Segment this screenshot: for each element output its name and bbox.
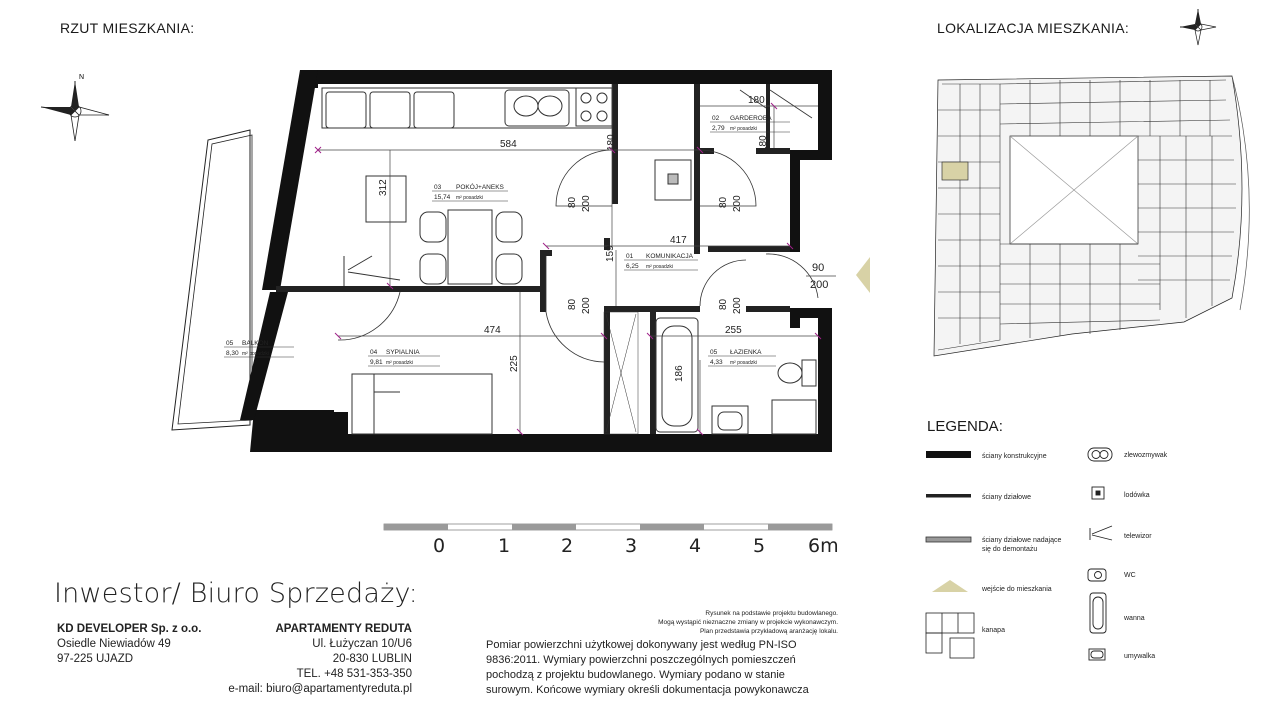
svg-text:04: 04 <box>370 349 378 356</box>
scale-tick: 6m <box>808 535 839 557</box>
svg-text:GARDEROBA: GARDEROBA <box>730 115 772 122</box>
svg-text:01: 01 <box>626 253 634 260</box>
company-address-1: Osiedle Niewiadów 49 <box>57 638 171 650</box>
fridge-icon <box>1092 487 1104 499</box>
svg-text:m² posadzki: m² posadzki <box>386 360 413 366</box>
office-street: Ul. Łużyczan 10/U6 <box>312 638 412 650</box>
svg-text:SYPIALNIA: SYPIALNIA <box>386 349 420 356</box>
svg-text:6,25: 6,25 <box>626 263 639 270</box>
scale-tick: 2 <box>561 535 574 557</box>
door-width-2: 80 <box>718 196 729 208</box>
dim-417: 417 <box>670 235 687 246</box>
sink-icon <box>505 90 569 126</box>
svg-text:8,30: 8,30 <box>226 350 239 357</box>
svg-text:02: 02 <box>712 115 720 122</box>
dimension-labels <box>378 95 828 382</box>
dim-186: 186 <box>674 365 685 382</box>
sink-icon <box>1088 448 1112 461</box>
svg-text:m² posadzki: m² posadzki <box>730 126 757 132</box>
legend-label-gray-wall-2: się do demontażu <box>982 546 1038 553</box>
scale-tick: 1 <box>498 535 511 557</box>
svg-text:15,74: 15,74 <box>434 194 451 201</box>
shower-unit <box>772 400 816 434</box>
measurement-note-line-2: 9836:2011. Wymiary powierzchni poszczególnych pomieszczeń <box>486 654 796 666</box>
sales-office-block <box>190 622 412 697</box>
washbasin-icon <box>712 406 748 434</box>
legend-title: LEGENDA: <box>927 418 1003 435</box>
legend-label-tv: telewizor <box>1124 533 1152 540</box>
svg-text:m² posadzki: m² posadzki <box>730 360 757 366</box>
door-width-1: 80 <box>567 196 578 208</box>
svg-text:05: 05 <box>226 340 234 347</box>
compass-rose-small-icon <box>1180 9 1216 45</box>
bathtub-icon <box>1090 593 1106 633</box>
svg-text:ŁAZIENKA: ŁAZIENKA <box>730 349 762 356</box>
door-height-3: 200 <box>581 297 592 314</box>
scale-tick: 5 <box>753 535 766 557</box>
legend-label-wc: WC <box>1124 572 1136 579</box>
dim-255: 255 <box>725 325 742 336</box>
measurement-note-line-1: Pomiar powierzchni użytkowej dokonywany jest według PN-ISO <box>486 639 797 651</box>
disclaimer-line-1: Rysunek na podstawie projektu budowlanego. <box>705 610 838 617</box>
thin-wall-line <box>926 494 971 498</box>
legend-label-sink: zlewozmywak <box>1124 452 1168 459</box>
plan-title: RZUT MIESZKANIA: <box>60 20 195 36</box>
wc-icon <box>1088 569 1106 581</box>
office-email[interactable]: e-mail: biuro@apartamentyreduta.pl <box>228 683 412 695</box>
legend-label-fridge: lodówka <box>1124 492 1150 499</box>
dim-225: 225 <box>509 355 520 372</box>
disclaimer-line-2: Mogą wystąpić nieznaczne zmiany w projekcie wykonawczym. <box>658 619 838 626</box>
door-height-2: 200 <box>732 195 743 212</box>
entrance-door-height: 200 <box>810 279 829 291</box>
legend-label-entrance: wejście do mieszkania <box>982 586 1052 593</box>
washbasin-icon <box>1089 649 1105 660</box>
room-label-lazienka <box>708 349 776 366</box>
dining-table <box>420 210 522 284</box>
dim-180-b: 180 <box>748 95 765 106</box>
svg-text:9,81: 9,81 <box>370 359 383 366</box>
svg-text:KOMUNIKACJA: KOMUNIKACJA <box>646 253 693 260</box>
door-height-1: 200 <box>581 195 592 212</box>
balcony <box>172 130 252 430</box>
svg-text:05: 05 <box>710 349 718 356</box>
room-label-komunikacja <box>624 253 698 270</box>
company-name: KD DEVELOPER Sp. z o.o. <box>57 623 202 635</box>
dim-312: 312 <box>378 179 389 196</box>
scale-bar <box>384 524 832 530</box>
legend-label-thick-wall: ściany konstrukcyjne <box>982 453 1047 460</box>
legend-label-sofa: kanapa <box>982 627 1005 634</box>
legend-label-gray-wall-1: ściany działowe nadające <box>982 537 1062 544</box>
dimension-lines <box>318 84 818 434</box>
disclaimer-small <box>560 609 838 636</box>
scale-tick: 3 <box>625 535 638 557</box>
entrance-door-width: 90 <box>812 262 825 274</box>
door-width-3: 80 <box>567 298 578 310</box>
legend-label-thin-wall: ściany działowe <box>982 494 1032 501</box>
door-width-4: 80 <box>718 298 729 310</box>
investor-company-block <box>57 622 201 667</box>
dim-584: 584 <box>500 139 517 150</box>
svg-text:N: N <box>79 74 85 81</box>
door-swings <box>338 150 818 362</box>
svg-text:m² posadzki: m² posadzki <box>456 195 483 201</box>
dim-159: 159 <box>605 245 616 262</box>
measurement-note-line-3: pochodzą z projektu budowlanego. Wymiary podano w stanie <box>486 669 785 681</box>
svg-text:2,79: 2,79 <box>712 125 725 132</box>
svg-text:POKÓJ+ANEKS: POKÓJ+ANEKS <box>456 184 504 191</box>
svg-text:4,33: 4,33 <box>710 359 723 366</box>
company-address-2: 97-225 UJAZD <box>57 653 134 665</box>
sofa-icon <box>926 613 974 658</box>
dim-474: 474 <box>484 325 501 336</box>
project-name: APARTAMENTY REDUTA <box>275 623 412 635</box>
site-location-map <box>934 76 1249 356</box>
legend-label-washbasin: umywalka <box>1124 653 1156 660</box>
dimension-markers <box>315 103 821 435</box>
location-title: LOKALIZACJA MIESZKANIA: <box>937 20 1130 36</box>
fridge-icon <box>655 160 691 200</box>
dim-180-c: 180 <box>758 135 769 152</box>
cooktop-icon <box>576 88 612 126</box>
measurement-note-line-4: surowym. Końcowe wymiary określi dokumentacja powykonawcza <box>486 684 809 696</box>
scale-tick: 4 <box>689 535 702 557</box>
dim-180-a: 180 <box>606 134 617 151</box>
thick-wall-line <box>926 451 971 458</box>
legend-symbols <box>926 448 1112 660</box>
gray-wall-line <box>926 537 971 542</box>
room-label-garderoba <box>710 115 790 132</box>
wc-icon <box>778 360 816 386</box>
investor-title: Inwestor/ Biuro Sprzedaży: <box>54 578 418 609</box>
svg-text:03: 03 <box>434 184 442 191</box>
entrance-triangle-icon <box>932 580 968 592</box>
tv-icon <box>344 256 400 286</box>
office-city: 20-830 LUBLIN <box>332 653 412 665</box>
tv-icon <box>1090 526 1112 540</box>
door-height-4: 200 <box>732 297 743 314</box>
entrance-triangle-icon <box>856 257 870 293</box>
compass-rose-icon <box>41 74 109 141</box>
legend-labels <box>981 452 1168 660</box>
office-phone: TEL. +48 531-353-350 <box>296 668 412 680</box>
scale-tick: 0 <box>433 535 446 557</box>
bed <box>352 374 492 434</box>
svg-text:m² posadzki: m² posadzki <box>646 264 673 270</box>
room-label-pokoj <box>432 182 508 201</box>
svg-text:m² posadzki: m² posadzki <box>242 351 269 357</box>
measurement-note <box>486 638 846 698</box>
partition-walls <box>276 84 790 434</box>
room-label-sypialnia <box>368 349 440 366</box>
svg-text:BALKON: BALKON <box>242 340 269 347</box>
legend-label-bathtub: wanna <box>1124 615 1145 622</box>
disclaimer-line-3: Plan przedstawia przykładową aranżację lokalu. <box>699 628 838 635</box>
